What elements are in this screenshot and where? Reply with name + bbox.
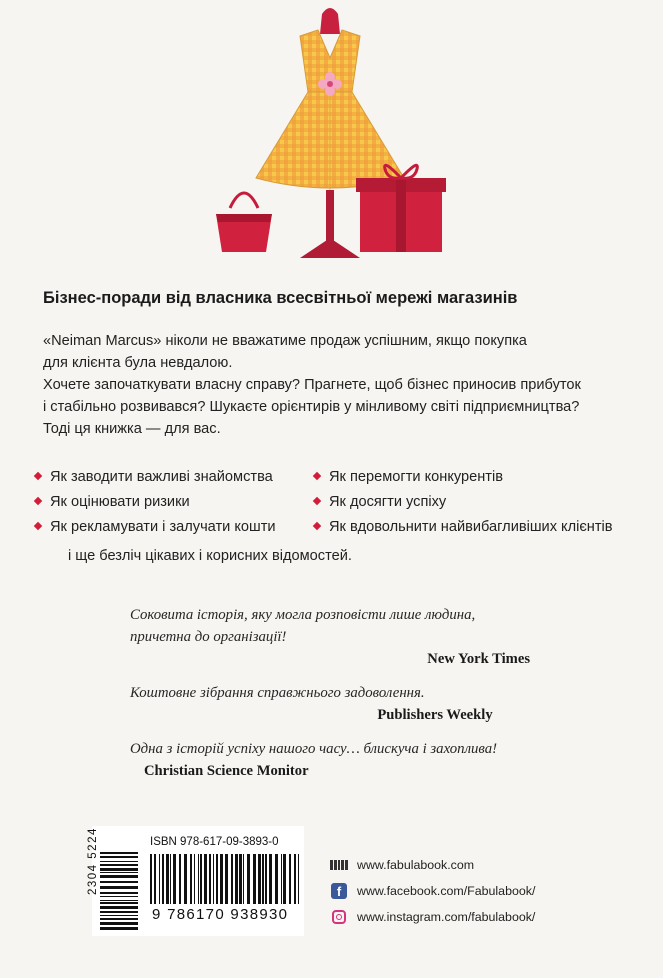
bullet-diamond-icon — [34, 497, 42, 505]
isbn-label: ISBN 978-617-09-3893-0 — [150, 836, 279, 848]
quote-source: Christian Science Monitor — [144, 763, 309, 779]
quote-source: New York Times — [427, 651, 530, 667]
closing-line: і ще безліч цікавих і корисних відомостей. — [68, 548, 352, 564]
list-item: Як перемогти конкурентів — [312, 465, 613, 490]
description — [43, 330, 643, 440]
description-line: для клієнта була невдалою. — [43, 355, 233, 371]
list-item: Як заводити важливі знайомства — [33, 465, 276, 490]
dress-illustration — [180, 0, 480, 262]
quote-text: Коштовне зібрання справжнього задоволення. — [130, 685, 425, 701]
review-quote — [130, 738, 530, 780]
description-line: Тоді ця книжка — для вас. — [43, 421, 221, 437]
facebook-link[interactable]: f www.facebook.com/Fabulabook/ — [330, 878, 535, 904]
social-links — [330, 852, 535, 930]
barcode-digits: 9 786170 938930 — [152, 906, 289, 923]
instagram-icon — [330, 908, 348, 926]
mannequin-base — [300, 238, 360, 258]
website-link[interactable]: www.fabulabook.com — [330, 852, 535, 878]
bullet-diamond-icon — [313, 472, 321, 480]
quote-text: Одна з історій успіху нашого часу… блискуча і захоплива! — [130, 741, 498, 757]
facebook-icon: f — [330, 882, 348, 900]
side-code: 2304 5224 — [87, 827, 99, 895]
list-item: Як рекламувати і залучати кошти — [33, 515, 276, 540]
fabula-logo-icon — [330, 856, 348, 874]
gift-box-icon — [356, 165, 446, 252]
instagram-link[interactable]: www.instagram.com/fabulabook/ — [330, 904, 535, 930]
description-line: Хочете започаткувати власну справу? Прагнете, щоб бізнес приносив прибуток — [43, 377, 581, 393]
book-subtitle: Бізнес-поради від власника всесвітньої мережі магазинів — [43, 289, 518, 307]
bullet-diamond-icon — [313, 497, 321, 505]
quote-source: Publishers Weekly — [377, 707, 493, 723]
quote-text: причетна до організації! — [130, 629, 287, 645]
barcode-icon — [150, 854, 302, 904]
list-item: Як оцінювати ризики — [33, 490, 276, 515]
quote-text: Соковита історія, яку могла розповісти лише людина, — [130, 607, 476, 623]
mannequin-neck — [320, 8, 340, 34]
bullet-diamond-icon — [313, 522, 321, 530]
description-line: і стабільно розвивався? Шукаєте орієнтирів у мінливому світі підприємництва? — [43, 399, 580, 415]
review-quote — [130, 682, 530, 724]
bullet-diamond-icon — [34, 522, 42, 530]
review-quote — [130, 604, 530, 668]
list-item: Як досягти успіху — [312, 490, 613, 515]
side-barcode-icon — [100, 852, 138, 930]
handbag-icon — [216, 193, 272, 252]
review-quotes — [130, 604, 530, 794]
list-item: Як вдовольнити найвибагливіших клієнтів — [312, 515, 613, 540]
description-line: «Neiman Marcus» ніколи не вважатиме продаж успішним, якщо покупка — [43, 333, 527, 349]
bullet-diamond-icon — [34, 472, 42, 480]
